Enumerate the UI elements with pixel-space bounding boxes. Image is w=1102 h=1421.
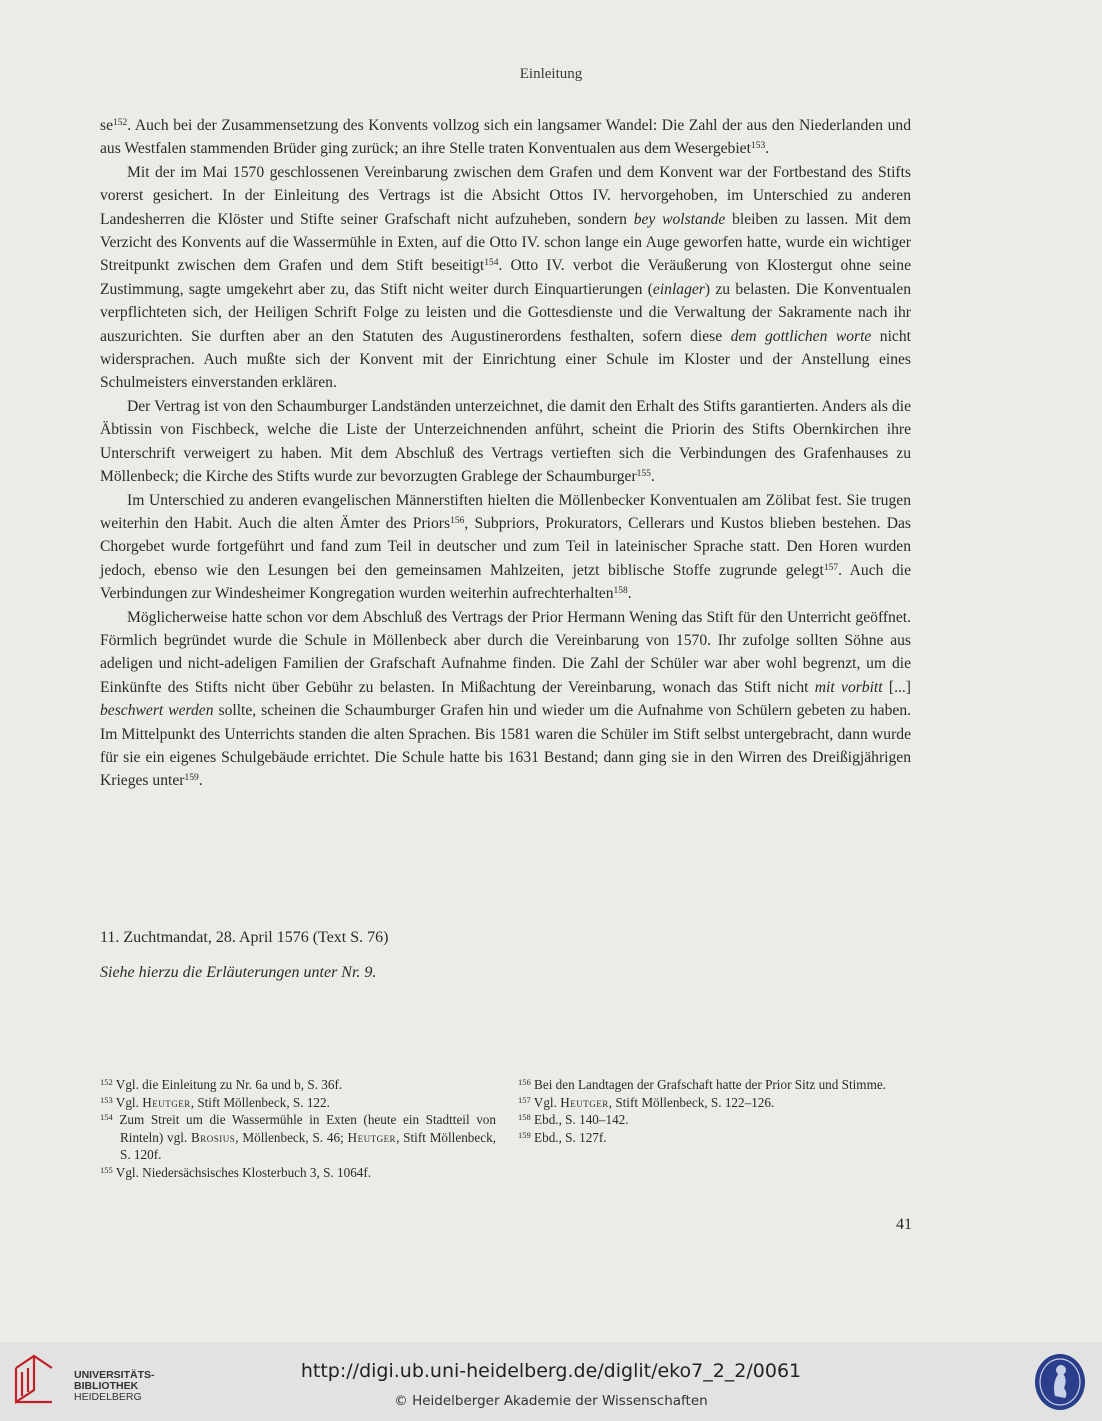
author-name: Heutger [560, 1094, 609, 1110]
footnote-ref: 153 [750, 141, 766, 152]
text-run: , Subpriors, Prokurators, Cellerars und Kustos blieben bestehen. Das Chorgebet wurde fortgeführt und fand zum Teil in deutscher und zum Teil in lateinischer Sprache statt. Den Horen wurden jedoch, ebenso wie den Lesungen bei den gemeinsamen Mahlzeiten, jetzt biblische Stoffe zugrunde gelegt [100, 514, 911, 579]
footnote-ref: 155 [100, 1164, 113, 1175]
section-note: Siehe hierzu die Erläuterungen unter Nr. 9. [100, 964, 377, 981]
footnote-ref: 156 [450, 515, 465, 526]
text-run: Der Vertrag ist von den Schaumburger Landständen unterzeichnet, die damit den Erhalt des Stifts garantierten. Anders als die Äbtissin von Fischbeck, welche die Liste der Unterzeichnenden anführt, scheint die Priorin des Stifts Obernkirchen ihre Unterschrift verweigert zu haben. Mit dem Abschluß des Vertrags vertieften sich die Verbindungen des Grafenhauses zu Möllenbeck; die Kirche des Stifts wurde zur bevorzugten Grablege der Schaumburger [100, 397, 911, 486]
footnote [518, 1111, 913, 1129]
text-run: Zum Streit um die Wassermühle in Exten (heute ein Stadtteil von Rinteln) vgl. [112, 1112, 496, 1145]
author-name: Heutger [347, 1129, 397, 1145]
text-run: Möglicherweise hatte schon vor dem Abschluß des Vertrags der Prior Hermann Wening das Stift für den Unterricht geöffnet. Förmlich begründet wurde die Schule in Möllenbeck aber durch die Vereinbarung von 1570. Ihr zufolge sollten Söhne aus adeligen und nicht-adeligen Familien der Grafschaft Aufnahme finden. Die Zahl der Schüler war aber wohl begrenzt, um die Einkünfte des Stifts nicht über Gebühr zu belasten. In Mißachtung der Vereinbarung, wonach das Stift nicht [100, 608, 911, 696]
italic-quote: einlager [652, 280, 705, 298]
running-title: Einleitung [519, 66, 583, 82]
text-run: Ebd., S. 140–142. [530, 1112, 629, 1127]
text-run: . [650, 468, 655, 486]
text-run: bleiben zu lassen. Mit dem Verzicht des Konvents auf die Wassermühle in Exten, auf die Otto IV. schon lange ein Auge geworfen hatte, wurde ein wichtiger Streitpunkt zwischen dem Grafen und dem Stift beseitigt [100, 210, 912, 275]
body-text [100, 114, 911, 793]
academy-seal[interactable] [1033, 1352, 1087, 1412]
footnote [518, 1076, 913, 1094]
italic-quote: mit vorbitt [814, 678, 883, 696]
library-name-line-3: HEIDELBERG [74, 1391, 142, 1403]
footnote-ref: 153 [100, 1094, 113, 1105]
footnote [100, 1164, 496, 1182]
footnote-ref: 154 [100, 1112, 113, 1122]
text-run: Vgl. [530, 1094, 561, 1110]
italic-quote: bey wolstande [633, 210, 726, 228]
footnote-ref: 159 [518, 1129, 531, 1140]
library-name-line-2: BIBLIOTHEK [74, 1380, 139, 1392]
text-run: Vgl. [112, 1094, 143, 1110]
text-run: , Stift Möllenbeck, S. 122. [190, 1094, 330, 1110]
text-run: Ebd., S. 127f. [530, 1129, 607, 1145]
footnote [518, 1129, 913, 1147]
author-name: Brosius [190, 1129, 236, 1145]
section-heading: 11. Zuchtmandat, 28. April 1576 (Text S. 76) [100, 929, 389, 946]
body-paragraph [100, 395, 911, 489]
footnote [100, 1094, 496, 1112]
footnotes-left [100, 1076, 496, 1181]
footnote [518, 1094, 913, 1112]
text-run: , Möllenbeck, S. 46; [235, 1129, 348, 1145]
footnote [100, 1076, 496, 1094]
footnote-ref: 152 [100, 1077, 113, 1087]
italic-quote: beschwert werden [100, 702, 214, 720]
body-paragraph [100, 606, 911, 793]
text-run: , Stift Möllenbeck, S. 122–126. [608, 1094, 775, 1110]
page-number: 41 [896, 1216, 912, 1233]
footnote-ref: 158 [613, 586, 628, 597]
text-run: . Auch die Verbindungen zur Windesheimer Kongregation wurden weiterhin aufrechterhalten [100, 561, 911, 603]
body-paragraph [100, 114, 911, 161]
footnote-ref: 152 [113, 118, 128, 128]
text-run: nicht widersprachen. Auch mußte sich der Konvent mit der Einrichtung einer Schule im Kloster und der Anstellung eines Schulmeisters einverstanden erklären. [100, 327, 911, 392]
text-run: sollte, scheinen die Schaumburger Grafen hin und wieder um die Aufnahme von Schülern gebeten zu haben. Im Mittelpunkt des Unterrichts standen die alten Sprachen. Bis 1581 waren die Schüler im Stift selbst untergebracht, dann wurde für sie ein eigenes Schulgebäude errichtet. Die Schule hatte bis 1631 Bestand; dann ging sie in den Wirren des Dreißigjährigen Krieges unter [100, 702, 912, 790]
body-paragraph [100, 489, 911, 606]
text-run: . [765, 140, 770, 158]
text-run: . [627, 585, 632, 603]
text-run: . [198, 772, 203, 790]
footnotes-right [518, 1076, 913, 1146]
text-run: Im Unterschied zu anderen evangelischen Männerstiften hielten die Möllenbecker Konventualen am Zölibat fest. Sie trugen weiterhin den Habit. Auch die alten Ämter des Priors [100, 491, 911, 532]
footer-bar [0, 1342, 1102, 1421]
copyright-notice: © Heidelberger Akademie der Wissenschaften [394, 1393, 708, 1409]
seal-icon [1033, 1352, 1087, 1412]
author-name: Heutger [142, 1094, 191, 1110]
footnote [100, 1111, 496, 1164]
footnote-ref: 154 [484, 258, 499, 269]
footnote-ref: 157 [823, 562, 839, 573]
text-run: Vgl. Niedersächsisches Klosterbuch 3, S. 1064f. [112, 1164, 372, 1180]
footnote-ref: 157 [518, 1094, 531, 1105]
text-run: Bei den Landtagen der Grafschaft hatte der Prior Sitz und Stimme. [530, 1077, 886, 1092]
italic-quote: dem gottlichen worte [730, 327, 872, 345]
text-run: , Stift Möllenbeck, S. 120f. [120, 1129, 496, 1162]
footnote-ref: 159 [184, 773, 199, 784]
footnote-ref: 158 [518, 1112, 531, 1122]
footnote-ref: 156 [518, 1077, 531, 1087]
text-run: se [100, 117, 113, 134]
body-paragraph [100, 161, 911, 395]
text-run: [...] [882, 678, 912, 696]
text-run: Mit der im Mai 1570 geschlossenen Vereinbarung zwischen dem Grafen und dem Konvent war der Fortbestand des Stifts vorerst gesichert. In der Einleitung des Vertrags ist die Absicht Ottos IV. hervorgehoben, im Unterschied zu anderen Landesherren die Klöster und Stifte seiner Grafschaft nicht aufzuheben, sondern [100, 163, 911, 228]
text-run: ) zu belasten. Die Konventualen verpflichteten sich, der Heiligen Schrift Folge zu leisten und die Gottesdienste und die Verwaltung der Sakramente nach ihr auszurichten. Sie durften aber an den Statuten des Augustinerordens festhalten, sofern diese [100, 280, 911, 345]
text-run: Vgl. die Einleitung zu Nr. 6a und b, S. 36f. [112, 1077, 343, 1092]
text-run: . Auch bei der Zusammensetzung des Konvents vollzog sich ein langsamer Wandel: Die Zahl der aus den Niederlanden und aus Westfalen stammenden Brüder ging zurück; an ihre Stelle traten Konventualen aus dem Wesergebiet [100, 117, 911, 158]
footnote-ref: 155 [636, 469, 651, 480]
digital-object-url[interactable]: http://digi.ub.uni-heidelberg.de/diglit/eko7_2_2/0061 [300, 1360, 802, 1382]
library-name-line-1: UNIVERSITÄTS- [74, 1369, 155, 1381]
text-run: . Otto IV. verbot die Veräußerung von Klostergut ohne seine Zustimmung, sagte umgekehrt aber zu, das Stift nicht weiter durch Einquartierungen ( [100, 257, 911, 298]
